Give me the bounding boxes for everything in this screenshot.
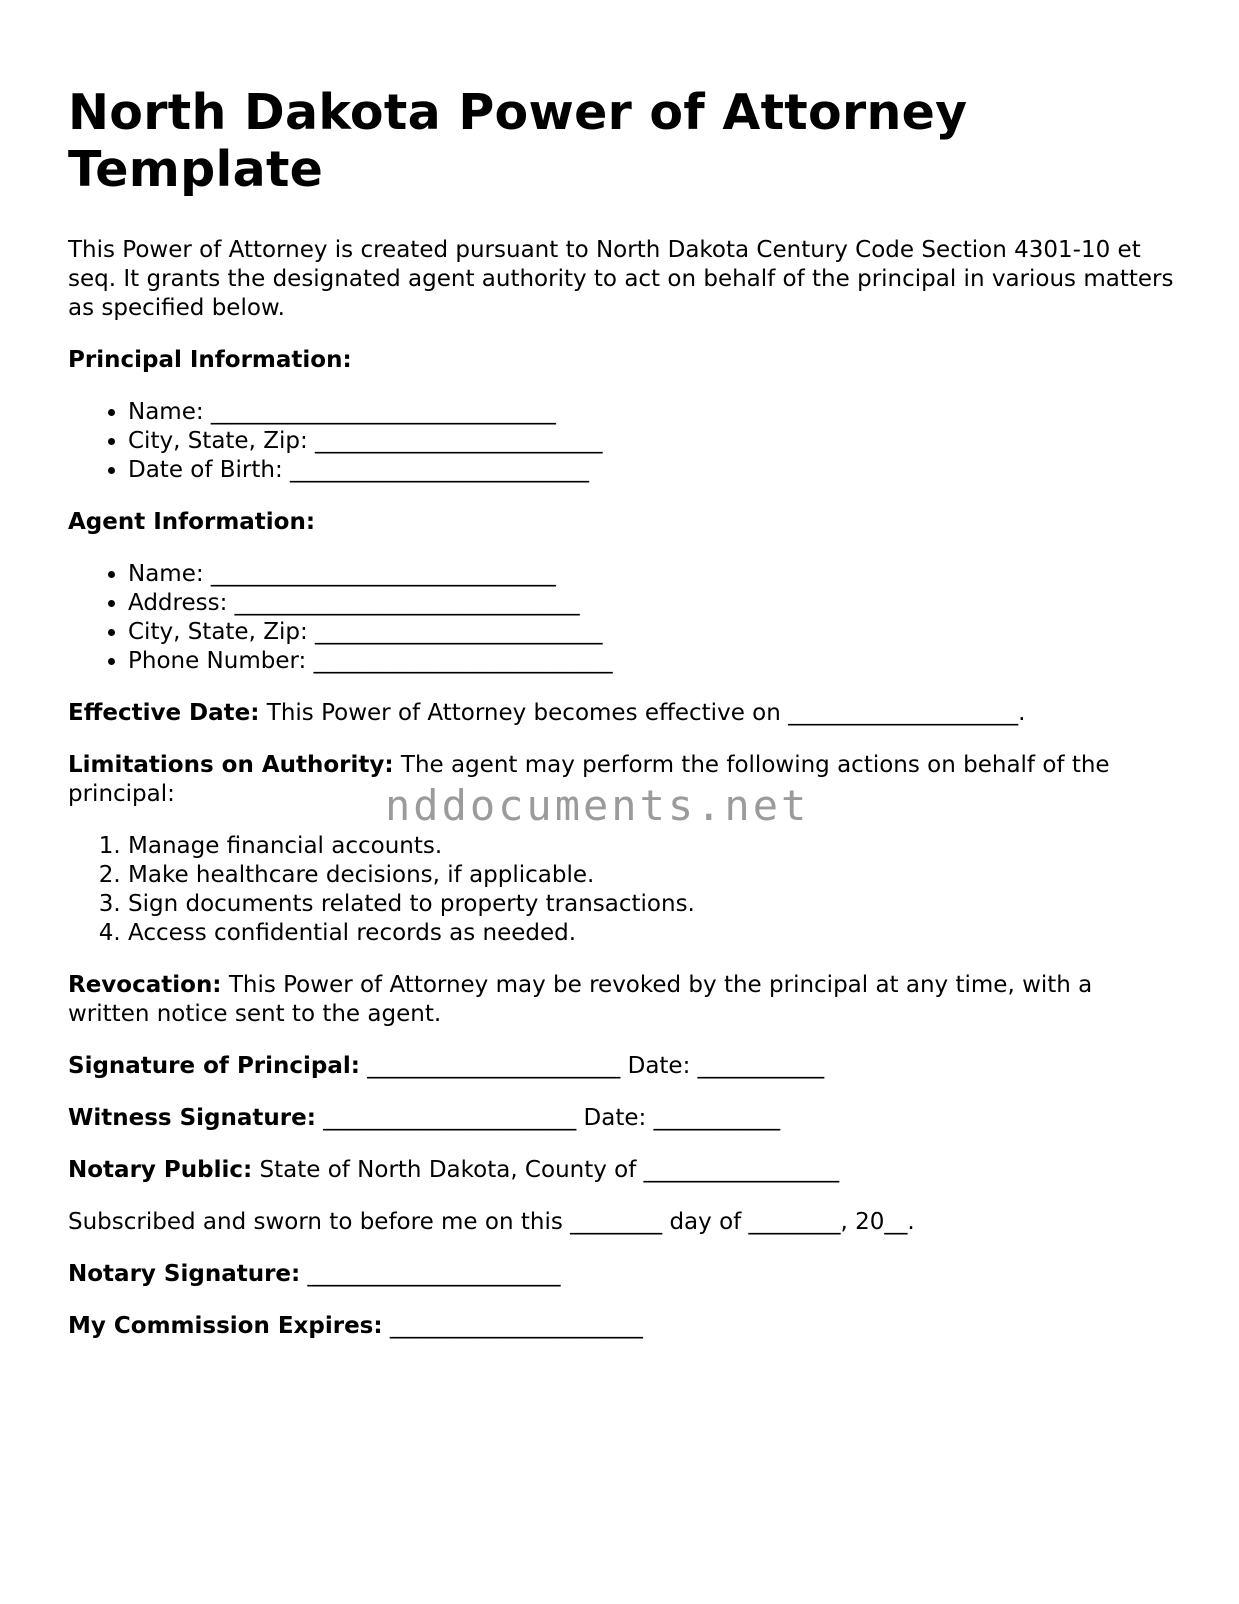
commission-expires-line bbox=[68, 1312, 1178, 1341]
effective-date-label: Effective Date: bbox=[68, 700, 260, 726]
notary-signature-line bbox=[68, 1260, 1178, 1289]
commission-expires-label: My Commission Expires: bbox=[68, 1313, 383, 1339]
notary-public-text: State of North Dakota, County of _________________ bbox=[252, 1157, 840, 1183]
principal-signature-label: Signature of Principal: bbox=[68, 1053, 360, 1079]
principal-city-field: • City, State, Zip: _________________________ bbox=[128, 427, 1178, 456]
agent-heading: Agent Information: bbox=[68, 509, 316, 535]
agent-list bbox=[68, 560, 1178, 676]
site-watermark: nddocuments.net bbox=[385, 781, 810, 830]
notary-public-line bbox=[68, 1156, 1178, 1185]
document-page bbox=[68, 84, 1178, 1341]
limitation-item: 2. Make healthcare decisions, if applicable. bbox=[128, 861, 1178, 890]
limitations-text: The agent may perform the following actions on behalf of the principal: bbox=[68, 752, 1110, 807]
effective-date-text: This Power of Attorney becomes effective on ____________________. bbox=[259, 700, 1026, 726]
limitation-item: 4. Access confidential records as needed. bbox=[128, 919, 1178, 948]
limitations-label: Limitations on Authority: bbox=[68, 752, 394, 778]
notary-signature-label: Notary Signature: bbox=[68, 1261, 301, 1287]
revocation-label: Revocation: bbox=[68, 972, 222, 998]
limitations-list bbox=[68, 832, 1178, 948]
notary-signature-blank: ______________________ bbox=[300, 1261, 561, 1287]
principal-list bbox=[68, 398, 1178, 485]
agent-phone-field: • Phone Number: __________________________ bbox=[128, 647, 1178, 676]
intro-paragraph: This Power of Attorney is created pursuant to North Dakota Century Code Section 4301-10 et seq. It grants the designated agent authority to act on behalf of the principal in various matters as specified below. bbox=[68, 237, 1174, 321]
principal-heading: Principal Information: bbox=[68, 347, 352, 373]
notary-public-label: Notary Public: bbox=[68, 1157, 253, 1183]
limitation-item: 1. Manage financial accounts. bbox=[128, 832, 1178, 861]
commission-expires-blank: ______________________ bbox=[382, 1313, 643, 1339]
limitation-item: 3. Sign documents related to property transactions. bbox=[128, 890, 1178, 919]
revocation-text: This Power of Attorney may be revoked by the principal at any time, with a written notice sent to the agent. bbox=[68, 972, 1093, 1027]
subscribed-line: Subscribed and sworn to before me on this ________ day of ________, 20__. bbox=[68, 1209, 915, 1235]
principal-signature-line bbox=[68, 1052, 1178, 1081]
agent-city-field: • City, State, Zip: _________________________ bbox=[128, 618, 1178, 647]
agent-name-field: • Name: ______________________________ bbox=[128, 560, 1178, 589]
principal-name-field: • Name: ______________________________ bbox=[128, 398, 1178, 427]
document-title: North Dakota Power of Attorney Template bbox=[68, 84, 968, 198]
principal-dob-field: • Date of Birth: __________________________ bbox=[128, 456, 1178, 485]
effective-date-paragraph bbox=[68, 699, 1178, 728]
principal-signature-blank: ______________________ Date: ___________ bbox=[359, 1053, 825, 1079]
revocation-paragraph bbox=[68, 971, 1178, 1029]
agent-address-field: • Address: ______________________________ bbox=[128, 589, 1178, 618]
witness-signature-label: Witness Signature: bbox=[68, 1105, 316, 1131]
witness-signature-blank: ______________________ Date: ___________ bbox=[315, 1105, 781, 1131]
witness-signature-line bbox=[68, 1104, 1178, 1133]
